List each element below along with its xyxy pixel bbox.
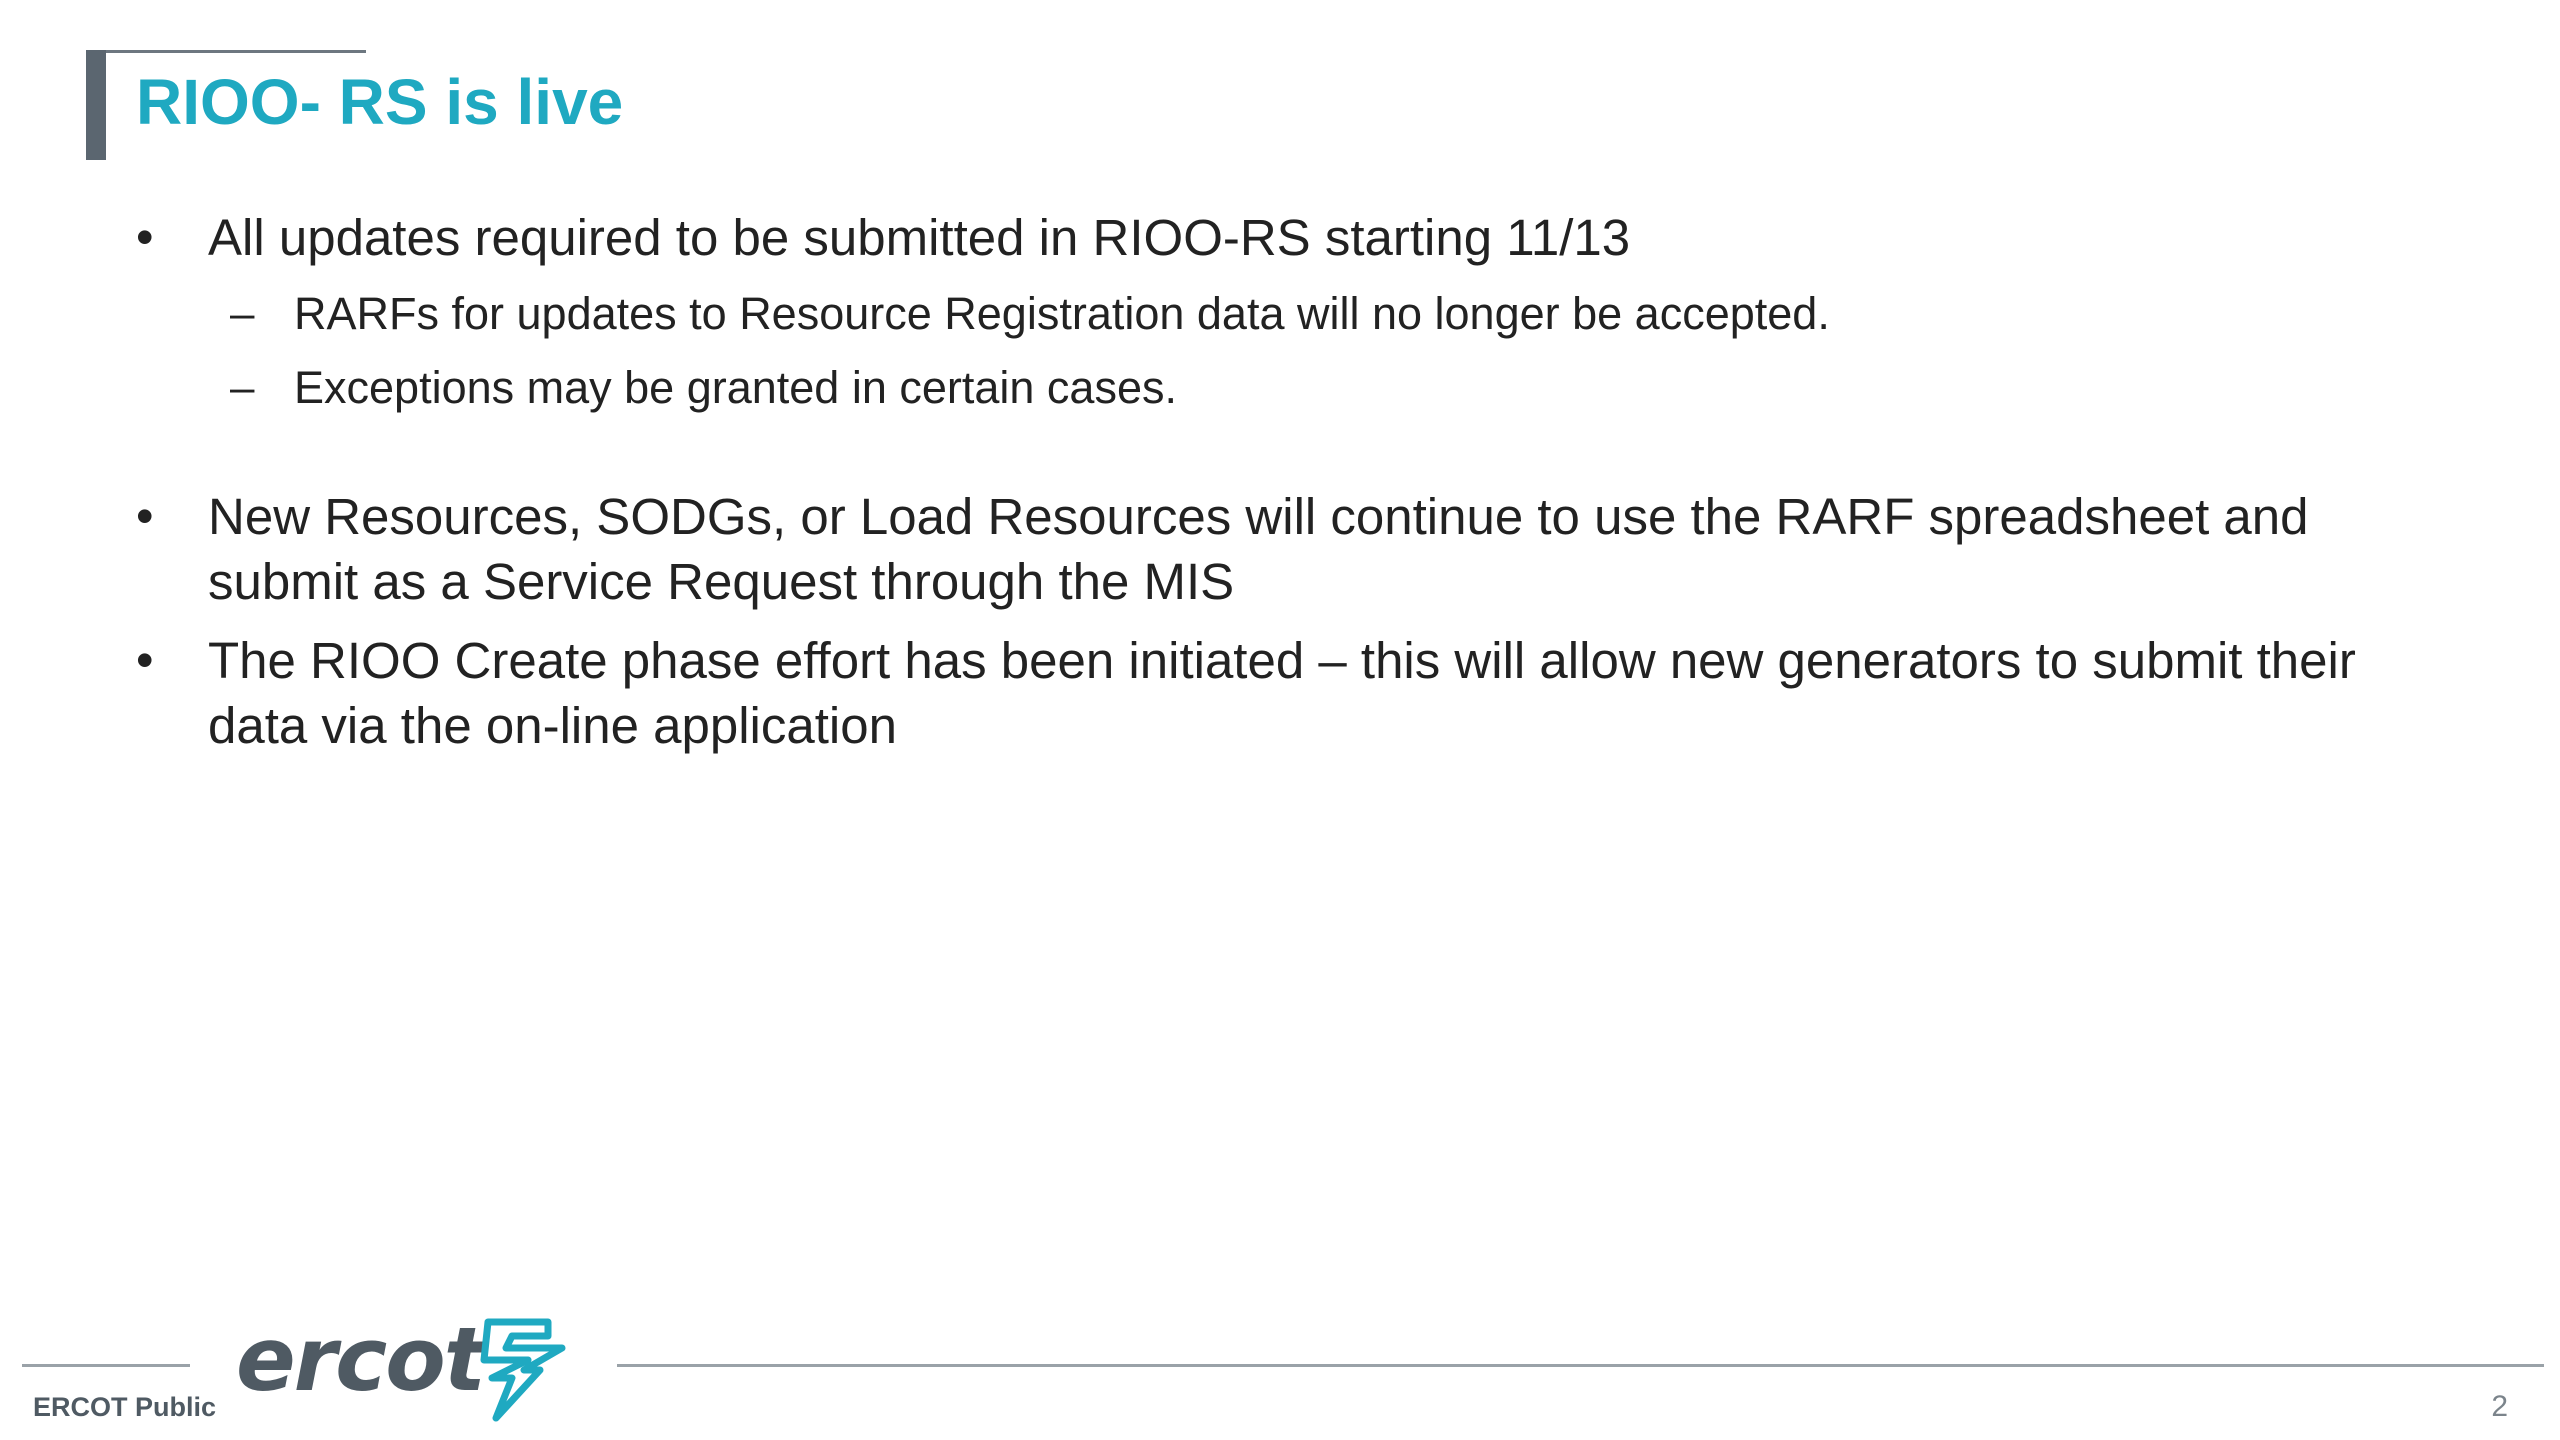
page-number: 2 [2491,1390,2508,1423]
footer-rule-right [617,1364,2544,1367]
bullet-text: The RIOO Create phase effort has been initiated – this will allow new generators to submit their data via the on-line application [208,632,2356,754]
logo-wordmark: ercot [236,1308,484,1411]
sub-bullet-marker: – [230,289,255,338]
slide-title: RIOO- RS is live [136,66,624,138]
ercot-logo [236,1310,576,1430]
sub-bullet-marker: – [230,363,255,412]
sub-bullet-text: RARFs for updates to Resource Registration data will no longer be accepted. [294,288,1830,339]
bullet-marker: • [136,488,154,544]
bullet-text: New Resources, SODGs, or Load Resources will continue to use the RARF spreadsheet and submit as a Service Request through the MIS [208,488,2309,610]
sub-bullet-text: Exceptions may be granted in certain cases. [294,362,1177,413]
footer-classification-label: ERCOT Public [33,1392,217,1422]
bullet-marker: • [136,209,154,265]
ercot-lightning-logo-icon [466,1312,576,1422]
bullet-marker: • [136,632,154,688]
footer-rule-left [22,1364,190,1367]
bullet-text: All updates required to be submitted in RIOO-RS starting 11/13 [208,209,1631,266]
